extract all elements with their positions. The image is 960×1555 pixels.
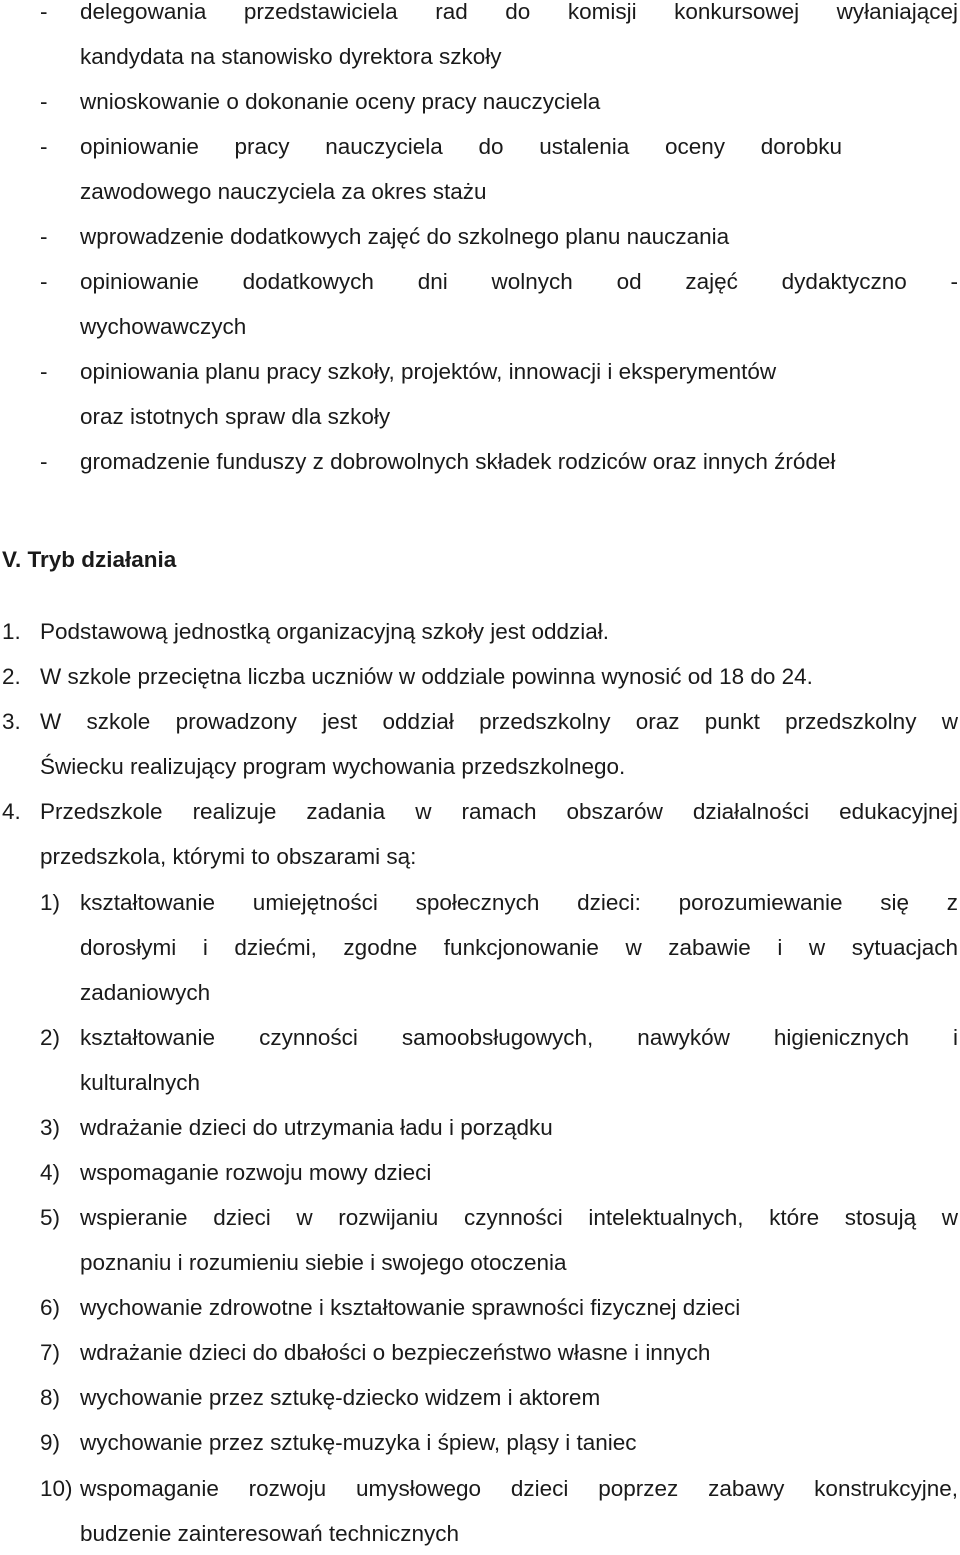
sub-marker: 3) xyxy=(40,1115,61,1140)
dash-marker: - xyxy=(40,269,48,294)
dash-marker: - xyxy=(40,89,48,114)
sub-item-text: wspomaganie rozwoju umysłowego dzieci poprzez zabawy konstrukcyjne, xyxy=(80,1476,958,1501)
sub-marker: 1) xyxy=(40,890,61,915)
sub-item-text: wspomaganie rozwoju mowy dzieci xyxy=(80,1160,432,1185)
numbered-item-text: Świecku realizujący program wychowania przedszkolnego. xyxy=(40,754,626,779)
dash-item-text: opiniowanie pracy nauczyciela do ustalenia oceny dorobku xyxy=(80,134,842,159)
sub-marker: 4) xyxy=(40,1160,61,1185)
dash-marker: - xyxy=(40,0,48,24)
sub-marker: 2) xyxy=(40,1025,61,1050)
sub-item-text: wychowanie przez sztukę-dziecko widzem i aktorem xyxy=(80,1385,601,1410)
dash-marker: - xyxy=(40,134,48,159)
sub-item-text: kulturalnych xyxy=(80,1070,201,1095)
dash-item-text: gromadzenie funduszy z dobrowolnych składek rodziców oraz innych źródeł xyxy=(80,449,836,474)
numbered-item-text: przedszkola, którymi to obszarami są: xyxy=(40,844,417,869)
dash-item-text: wprowadzenie dodatkowych zajęć do szkolnego planu nauczania xyxy=(80,224,730,249)
sub-item-text: dorosłymi i dziećmi, zgodne funkcjonowanie w zabawie i w sytuacjach xyxy=(80,935,958,960)
sub-item-text: wdrażanie dzieci do utrzymania ładu i porządku xyxy=(80,1115,553,1140)
dash-marker: - xyxy=(40,359,48,384)
numbered-marker: 1. xyxy=(2,619,21,644)
sub-item-text: kształtowanie umiejętności społecznych dzieci: porozumiewanie się z xyxy=(80,890,958,915)
numbered-item-text: Przedszkole realizuje zadania w ramach obszarów działalności edukacyjnej xyxy=(40,799,958,824)
numbered-item-text: W szkole prowadzony jest oddział przedszkolny oraz punkt przedszkolny w xyxy=(40,709,958,734)
dash-item-text: kandydata na stanowisko dyrektora szkoły xyxy=(80,44,502,69)
sub-item-text: zadaniowych xyxy=(80,980,211,1005)
numbered-marker: 3. xyxy=(2,709,21,734)
dash-item-text: opiniowanie dodatkowych dni wolnych od zajęć dydaktyczno - xyxy=(80,269,958,294)
sub-item-text: budzenie zainteresowań technicznych xyxy=(80,1521,459,1546)
dash-item-text: oraz istotnych spraw dla szkoły xyxy=(80,404,391,429)
numbered-item-text: Podstawową jednostką organizacyjną szkoły jest oddział. xyxy=(40,619,610,644)
sub-marker: 8) xyxy=(40,1385,61,1410)
dash-item-text: wychowawczych xyxy=(80,314,247,339)
sub-marker: 5) xyxy=(40,1205,61,1230)
sub-item-text: wspieranie dzieci w rozwijaniu czynności intelektualnych, które stosują w xyxy=(80,1205,958,1230)
sub-item-text: wychowanie zdrowotne i kształtowanie sprawności fizycznej dzieci xyxy=(80,1295,741,1320)
sub-marker: 10) xyxy=(40,1476,73,1501)
dash-marker: - xyxy=(40,224,48,249)
dash-item-text: zawodowego nauczyciela za okres stażu xyxy=(80,179,487,204)
dash-item-text: delegowania przedstawiciela rad do komisji konkursowej wyłaniającej xyxy=(80,0,958,24)
numbered-marker: 4. xyxy=(2,799,21,824)
numbered-item-text: W szkole przeciętna liczba uczniów w oddziale powinna wynosić od 18 do 24. xyxy=(40,664,813,689)
dash-item-text: opiniowania planu pracy szkoły, projektów, innowacji i eksperymentów xyxy=(80,359,777,384)
sub-item-text: wychowanie przez sztukę-muzyka i śpiew, pląsy i taniec xyxy=(80,1430,637,1455)
numbered-marker: 2. xyxy=(2,664,21,689)
dash-item-text: wnioskowanie o dokonanie oceny pracy nauczyciela xyxy=(80,89,601,114)
section-heading: V. Tryb działania xyxy=(2,547,177,572)
sub-marker: 9) xyxy=(40,1430,61,1455)
sub-item-text: wdrażanie dzieci do dbałości o bezpieczeństwo własne i innych xyxy=(80,1340,711,1365)
sub-item-text: kształtowanie czynności samoobsługowych, nawyków higienicznych i xyxy=(80,1025,958,1050)
sub-marker: 7) xyxy=(40,1340,61,1365)
sub-marker: 6) xyxy=(40,1295,61,1320)
sub-item-text: poznaniu i rozumieniu siebie i swojego otoczenia xyxy=(80,1250,567,1275)
dash-marker: - xyxy=(40,449,48,474)
